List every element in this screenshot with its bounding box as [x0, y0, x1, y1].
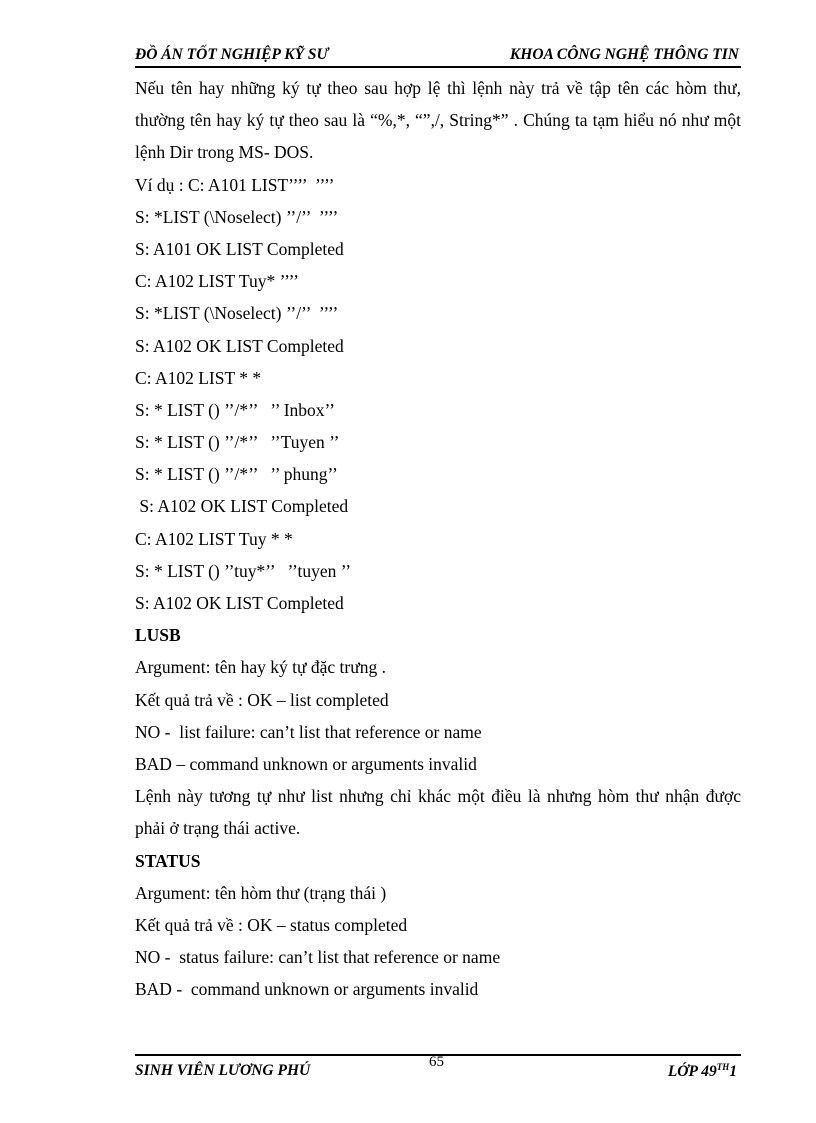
lusb-result-no: NO - list failure: can’t list that reference or name: [135, 721, 482, 742]
example-line: S: * LIST () ’’/*’’ ’’ Inbox’’: [135, 399, 335, 420]
example-line: C: A102 LIST Tuy * *: [135, 528, 293, 549]
footer-author: SINH VIÊN LƯƠNG PHÚ: [135, 1062, 311, 1079]
example-line: Ví dụ : C: A101 LIST’’’’ ’’’’: [135, 174, 335, 195]
page-number: 65: [429, 1054, 444, 1070]
status-argument: Argument: tên hòm thư (trạng thái ): [135, 882, 387, 903]
header-right-title: KHOA CÔNG NGHỆ THÔNG TIN: [509, 46, 739, 63]
example-line: S: A102 OK LIST Completed: [135, 593, 344, 614]
example-line: S: *LIST (\Noselect) ’’/’’ ’’’’: [135, 303, 339, 324]
status-result-ok: Kết quả trả về : OK – status completed: [135, 914, 408, 935]
example-line: C: A102 LIST Tuy* ’’’’: [135, 271, 300, 292]
example-line: S: * LIST () ’’/*’’ ’’ phung’’: [135, 464, 338, 485]
page-body: [135, 72, 741, 1006]
example-line: S: A102 OK LIST Completed: [135, 496, 349, 517]
example-line: S: A102 OK LIST Completed: [135, 335, 344, 356]
lusb-heading: LUSB: [135, 625, 181, 646]
example-line: S: A101 OK LIST Completed: [135, 238, 344, 259]
footer-class-prefix: LỚP 49: [667, 1063, 717, 1081]
lusb-argument: Argument: tên hay ký tự đặc trưng .: [135, 657, 386, 678]
lusb-result-ok: Kết quả trả về : OK – list completed: [135, 689, 389, 710]
page-header: [135, 42, 741, 68]
lusb-description: Lệnh này tương tự như list nhưng chỉ khác một điều là nhưng hòm thư nhận được phải ở trạng thái active.: [135, 786, 741, 839]
intro-paragraph: Nếu tên hay những ký tự theo sau hợp lệ thì lệnh này trả về tập tên các hòm thư, thường tên hay ký tự theo sau là “%,*, “”,/, String*” . Chúng ta tạm hiểu nó như một lệnh Dir trong MS- DOS.: [135, 78, 741, 163]
lusb-result-bad: BAD – command unknown or arguments invalid: [135, 753, 477, 774]
status-result-bad: BAD - command unknown or arguments invalid: [135, 979, 479, 1000]
example-line: S: * LIST () ’’/*’’ ’’Tuyen ’’: [135, 432, 340, 453]
footer-class-sup: TH: [716, 1062, 730, 1072]
status-result-no: NO - status failure: can’t list that reference or name: [135, 947, 501, 968]
header-left-title: ĐỒ ÁN TỐT NGHIỆP KỸ SƯ: [135, 46, 329, 63]
footer-class-suffix: 1: [729, 1063, 737, 1081]
example-line: C: A102 LIST * *: [135, 367, 262, 388]
example-line: S: * LIST () ’’tuy*’’ ’’tuyen ’’: [135, 560, 352, 581]
status-heading: STATUS: [135, 850, 201, 871]
page-footer: [135, 1054, 741, 1086]
footer-class: [668, 1062, 737, 1081]
example-line: S: *LIST (\Noselect) ’’/’’ ’’’’: [135, 206, 339, 227]
